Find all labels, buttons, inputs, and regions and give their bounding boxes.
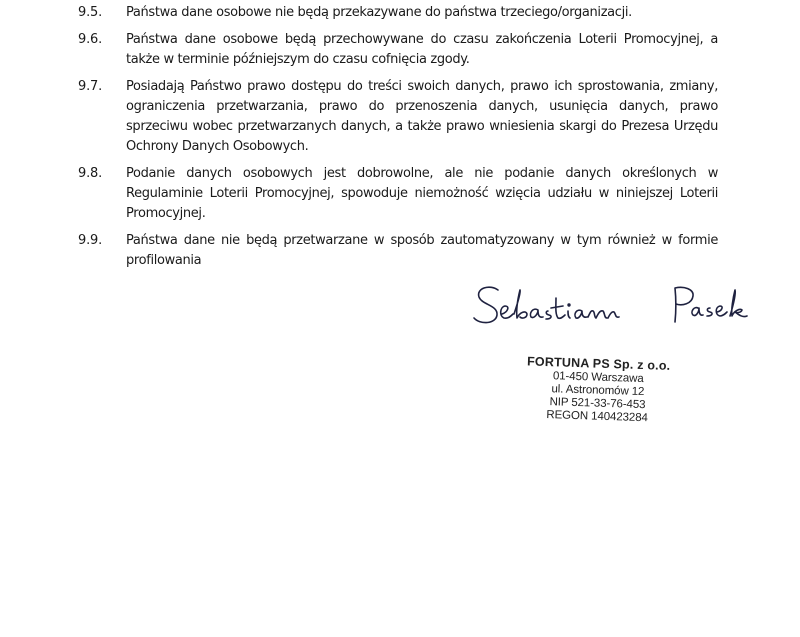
handwritten-signature — [470, 278, 770, 338]
stamp-street: ul. Astronomów 12 — [551, 383, 645, 399]
clause-text: Posiadają Państwo prawo dostępu do treści swoich danych, prawo ich sprostowania, zmiany, ograniczenia przetwarzania, prawo do przenoszenia danych, usunięcia danych, prawo sprzeciwu wobec przetwarzanych danych, a także prawo wniesienia skargi do Prezesa Urzędu Ochrony Danych Osobowych. — [126, 79, 718, 154]
clause-list — [78, 3, 718, 278]
clause-number: 9.6. — [78, 32, 103, 47]
clause-9-6 — [78, 30, 718, 70]
clause-text: Podanie danych osobowych jest dobrowolne, ale nie podanie danych określonych w Regulaminie Loterii Promocyjnej, spowoduje niemożność wzięcia udziału w niniejszej Loterii Promocyjnej. — [126, 166, 718, 221]
clause-text: Państwa dane osobowe nie będą przekazywane do państwa trzeciego/organizacji. — [126, 5, 632, 20]
clause-number: 9.7. — [78, 79, 103, 94]
clause-number: 9.9. — [78, 233, 103, 248]
clause-9-5 — [78, 3, 718, 23]
company-stamp — [512, 354, 684, 426]
clause-text: Państwa dane nie będą przetwarzane w sposób zautomatyzowany w tym również w formie profilowania — [126, 233, 718, 268]
stamp-regon: REGON 140423284 — [546, 409, 648, 425]
stamp-nip: NIP 521-33-76-453 — [549, 396, 646, 412]
clause-9-8 — [78, 164, 718, 224]
clause-9-7 — [78, 77, 718, 157]
signature-drawing — [470, 278, 770, 338]
clause-number: 9.8. — [78, 166, 103, 181]
clause-9-9 — [78, 231, 718, 271]
stamp-company-name: FORTUNA PS Sp. z o.o. — [526, 354, 671, 373]
stamp-address: 01-450 Warszawa — [552, 370, 644, 386]
clause-number: 9.5. — [78, 5, 103, 20]
clause-text: Państwa dane osobowe będą przechowywane do czasu zakończenia Loterii Promocyjnej, a także w terminie późniejszym do czasu cofnięcia zgody. — [126, 32, 718, 67]
